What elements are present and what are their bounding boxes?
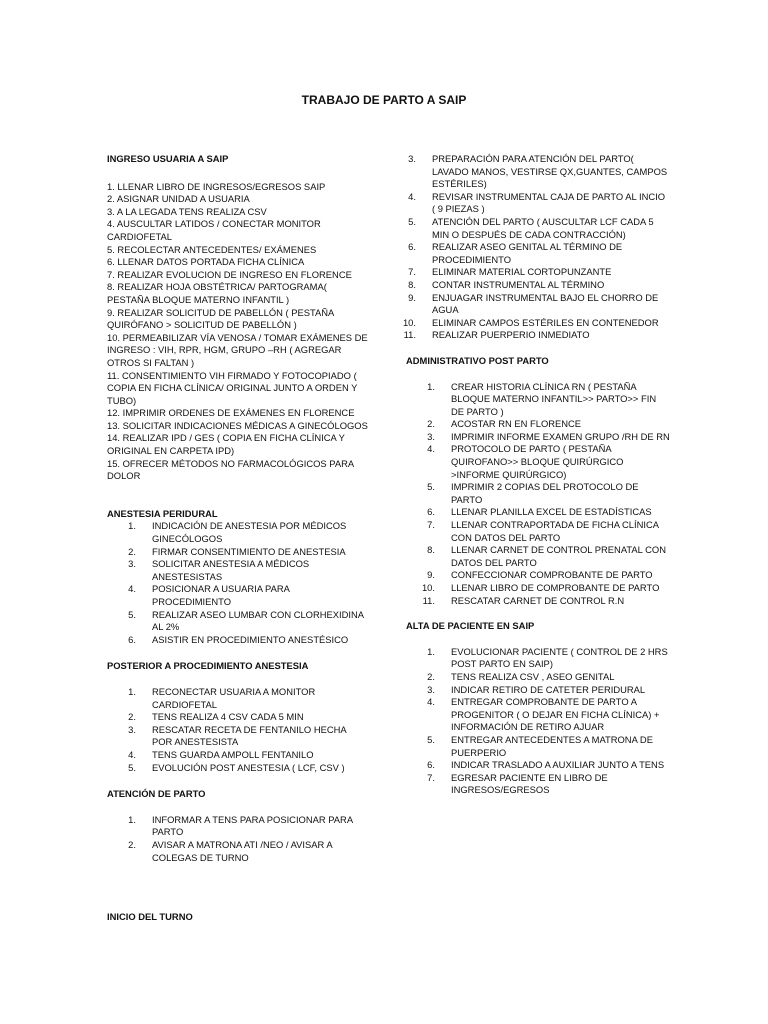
list-item	[406, 595, 670, 608]
list-item	[387, 279, 670, 292]
item-number: 9.	[408, 291, 416, 303]
alta-list	[406, 646, 670, 797]
list-item	[107, 749, 369, 762]
item-number: 5.	[427, 481, 435, 493]
list-item	[107, 724, 369, 749]
item-text: PROTOCOLO DE PARTO ( PESTAÑA QUIROFANO>> BLOQUE QUIRÚRGICO >INFORME QUIRÚRGICO)	[451, 443, 624, 480]
list-item	[107, 634, 369, 647]
item-text: REALIZAR ASEO LUMBAR CON CLORHEXIDINA AL 2%	[152, 608, 364, 633]
item-text: INDICAR RETIRO DE CATETER PERIDURAL	[451, 683, 646, 695]
item-text: ASISTIR EN PROCEDIMIENTO ANESTÉSICO	[152, 633, 349, 645]
left-column	[107, 153, 369, 864]
list-item	[406, 696, 670, 734]
page-title: TRABAJO DE PARTO A SAIP	[301, 93, 467, 107]
item-text: ACOSTAR RN EN FLORENCE	[451, 418, 582, 430]
item-text: POSICIONAR A USUARIA PARA PROCEDIMIENTO	[152, 583, 290, 607]
item-number: 3.	[408, 153, 416, 164]
item-text: IMPRIMIR INFORME EXAMEN GRUPO /RH DE RN	[451, 430, 670, 442]
item-number: 11.	[403, 329, 416, 341]
list-item	[387, 266, 670, 279]
item-text: TENS REALIZA CSV , ASEO GENITAL	[451, 670, 615, 682]
list-item	[406, 759, 670, 772]
item-number: 1.	[128, 813, 136, 825]
anestesia-list	[107, 520, 369, 646]
list-item	[406, 443, 670, 481]
item-text: ENTREGAR ANTECEDENTES A MATRONA DE PUERPERIO	[451, 733, 653, 758]
list-item: 10. PERMEABILIZAR VÍA VENOSA / TOMAR EXÁMENES DE INGRESO : VIH, RPR, HGM, GRUPO –RH ( AGREGAR OTROS SI FALTAN )	[107, 331, 368, 368]
item-number: 4.	[128, 583, 136, 595]
item-text: LLENAR CARNET DE CONTROL PRENATAL CON DATOS DEL PARTO	[451, 544, 666, 568]
item-number: 7.	[427, 519, 435, 531]
section-heading-alta: ALTA DE PACIENTE EN SAIP	[406, 620, 535, 632]
item-text: REALIZAR ASEO GENITAL AL TÉRMINO DE PROCEDIMIENTO	[432, 241, 623, 265]
list-item	[387, 241, 670, 266]
list-item	[387, 329, 670, 342]
item-number: 4.	[427, 443, 435, 455]
item-text: IMPRIMIR 2 COPIAS DEL PROTOCOLO DE PARTO	[451, 481, 639, 505]
list-item	[406, 684, 670, 697]
list-item: 14. REALIZAR IPD / GES ( COPIA EN FICHA CLÍNICA Y ORIGINAL EN CARPETA IPD)	[107, 432, 345, 457]
list-item	[406, 671, 670, 684]
list-item: 3. A LA LEGADA TENS REALIZA CSV	[107, 205, 267, 217]
administrativo-list	[406, 381, 670, 608]
item-text: LLENAR LIBRO DE COMPROBANTE DE PARTO	[451, 582, 660, 593]
list-item: 5. RECOLECTAR ANTECEDENTES/ EXÁMENES	[107, 243, 317, 255]
list-item: 8. REALIZAR HOJA OBSTÉTRICA/ PARTOGRAMA( PESTAÑA BLOQUE MATERNO INFANTIL )	[107, 281, 327, 305]
list-item	[406, 734, 670, 759]
item-number: 5.	[427, 733, 435, 745]
list-item	[387, 292, 670, 317]
item-text: ATENCIÓN DEL PARTO ( AUSCULTAR LCF CADA 5 MIN O DESPUÉS DE CADA CONTRACCIÓN)	[432, 215, 654, 240]
item-number: 9.	[427, 569, 435, 581]
item-text: INDICAR TRASLADO A AUXILIAR JUNTO A TENS	[451, 759, 665, 771]
list-item: 2. ASIGNAR UNIDAD A USUARIA	[107, 193, 250, 205]
item-text: SOLICITAR ANESTESIA A MÉDICOS ANESTESISTAS	[152, 558, 310, 582]
item-number: 10.	[402, 316, 416, 328]
section-heading-ingreso: INGRESO USUARIA A SAIP	[107, 153, 229, 164]
list-item	[107, 583, 369, 608]
list-item	[406, 569, 670, 582]
section-heading-administrativo: ADMINISTRATIVO POST PARTO	[406, 354, 549, 366]
list-item	[107, 839, 369, 864]
item-number: 2.	[128, 838, 136, 850]
right-column	[402, 153, 670, 797]
ingreso-list	[107, 181, 369, 483]
section-heading-atencion: ATENCIÓN DE PARTO	[107, 788, 206, 800]
item-text: TENS GUARDA AMPOLL FENTANILO	[152, 748, 314, 760]
list-item	[406, 772, 670, 797]
item-text: CREAR HISTORIA CLÍNICA RN ( PESTAÑA BLOQUE MATERNO INFANTIL>> PARTO>> FIN DE PARTO )	[451, 380, 657, 417]
item-number: 4.	[427, 696, 435, 708]
item-number: 7.	[408, 266, 416, 278]
item-number: 3.	[128, 558, 136, 570]
item-text: RESCATAR RECETA DE FENTANILO HECHA POR ANESTESISTA	[152, 723, 347, 748]
atencion-list	[107, 814, 369, 864]
list-item: 15. OFRECER MÉTODOS NO FARMACOLÓGICOS PARA DOLOR	[107, 457, 354, 482]
list-item	[107, 711, 369, 724]
posterior-list	[107, 686, 369, 774]
footer-heading: INICIO DEL TURNO	[107, 911, 193, 922]
item-number: 8.	[427, 544, 435, 556]
list-item	[107, 520, 369, 545]
list-item	[406, 519, 670, 544]
item-text: TENS REALIZA 4 CSV CADA 5 MIN	[152, 711, 304, 723]
item-number: 3.	[427, 430, 435, 442]
item-text: INFORMAR A TENS PARA POSICIONAR PARA PARTO	[152, 813, 353, 838]
list-item	[406, 506, 670, 519]
item-number: 6.	[427, 506, 435, 518]
item-number: 3.	[128, 723, 136, 735]
item-text: ENJUAGAR INSTRUMENTAL BAJO EL CHORRO DE AGUA	[432, 291, 659, 316]
item-text: RECONECTAR USUARIA A MONITOR CARDIOFETAL	[152, 685, 316, 710]
list-item	[387, 317, 670, 330]
item-text: EVOLUCIÓN POST ANESTESIA ( LCF, CSV )	[152, 761, 345, 773]
item-text: RESCATAR CARNET DE CONTROL R.N	[451, 594, 625, 606]
list-item	[387, 153, 670, 191]
item-text: INDICACIÓN DE ANESTESIA POR MÉDICOS GINECÓLOGOS	[152, 520, 347, 545]
item-text: AVISAR A MATRONA ATI /NEO / AVISAR A COLEGAS DE TURNO	[152, 838, 333, 863]
item-text: ELIMINAR CAMPOS ESTÉRILES EN CONTENEDOR	[432, 316, 659, 328]
list-item	[107, 814, 369, 839]
list-item	[406, 582, 670, 595]
item-number: 4.	[128, 748, 136, 760]
list-item	[406, 646, 670, 671]
item-text: CONTAR INSTRUMENTAL AL TÉRMINO	[432, 278, 605, 290]
item-number: 11.	[422, 594, 435, 606]
list-item: 9. REALIZAR SOLICITUD DE PABELLÓN ( PESTAÑA QUIRÓFANO > SOLICITUD DE PABELLÓN )	[107, 306, 334, 331]
section-heading-posterior: POSTERIOR A PROCEDIMIENTO ANESTESIA	[107, 660, 309, 672]
item-number: 1.	[427, 645, 435, 657]
list-item: 1. LLENAR LIBRO DE INGRESOS/EGRESOS SAIP	[107, 180, 326, 192]
item-number: 2.	[427, 670, 435, 682]
list-item	[107, 546, 369, 559]
item-number: 3.	[427, 683, 435, 695]
item-number: 1.	[427, 380, 435, 392]
item-number: 4.	[408, 190, 416, 202]
list-item	[387, 216, 670, 241]
item-number: 6.	[408, 241, 416, 253]
item-number: 2.	[427, 418, 435, 430]
atencion-list-continued	[387, 153, 670, 342]
list-item	[406, 418, 670, 431]
list-item	[107, 558, 369, 583]
list-item	[107, 686, 369, 711]
section-heading-anestesia: ANESTESIA PERIDURAL	[107, 507, 218, 519]
item-number: 10.	[421, 582, 435, 593]
item-number: 2.	[128, 711, 136, 723]
item-text: ELIMINAR MATERIAL CORTOPUNZANTE	[432, 266, 612, 278]
list-item	[406, 431, 670, 444]
list-item: 6. LLENAR DATOS PORTADA FICHA CLÍNICA	[107, 256, 305, 268]
list-item: 7. REALIZAR EVOLUCION DE INGRESO EN FLORENCE	[107, 268, 352, 280]
item-number: 8.	[408, 278, 416, 290]
item-number: 1.	[128, 520, 136, 532]
list-item: 4. AUSCULTAR LATIDOS / CONECTAR MONITOR CARDIOFETAL	[107, 218, 321, 242]
item-number: 5.	[128, 761, 136, 773]
item-text: LLENAR CONTRAPORTADA DE FICHA CLÍNICA CON DATOS DEL PARTO	[451, 519, 659, 543]
list-item	[387, 191, 670, 216]
list-item: 11. CONSENTIMIENTO VIH FIRMADO Y FOTOCOPIADO ( COPIA EN FICHA CLÍNICA/ ORIGINAL JUNTO A ORDEN Y TUBO)	[107, 369, 358, 406]
item-number: 5.	[128, 608, 136, 620]
item-text: REVISAR INSTRUMENTAL CAJA DE PARTO AL INCIO ( 9 PIEZAS )	[432, 190, 666, 215]
item-number: 7.	[427, 771, 435, 783]
list-item	[107, 609, 369, 634]
list-item	[406, 544, 670, 569]
list-item	[406, 481, 670, 506]
item-number: 5.	[408, 215, 416, 227]
item-number: 2.	[128, 545, 136, 557]
item-text: FIRMAR CONSENTIMIENTO DE ANESTESIA	[152, 545, 346, 557]
item-text: PREPARACIÓN PARA ATENCIÓN DEL PARTO( LAVADO MANOS, VESTIRSE QX,GUANTES, CAMPOS ESTÉRILES)	[432, 153, 668, 190]
item-number: 6.	[128, 633, 136, 645]
item-text: EVOLUCIONAR PACIENTE ( CONTROL DE 2 HRS POST PARTO EN SAIP)	[451, 645, 668, 670]
item-text: CONFECCIONAR COMPROBANTE DE PARTO	[451, 569, 653, 581]
list-item	[107, 762, 369, 775]
item-number: 1.	[128, 685, 136, 697]
item-text: REALIZAR PUERPERIO INMEDIATO	[432, 329, 590, 341]
item-text: LLENAR PLANILLA EXCEL DE ESTADÍSTICAS	[451, 506, 652, 518]
list-item: 13. SOLICITAR INDICACIONES MÉDICAS A GINECÓLOGOS	[107, 419, 368, 431]
item-number: 6.	[427, 759, 435, 771]
item-text: ENTREGAR COMPROBANTE DE PARTO A PROGENITOR ( O DEJAR EN FICHA CLÍNICA) + INFORMACIÓN DE RETIRO AJUAR	[451, 696, 660, 733]
item-text: EGRESAR PACIENTE EN LIBRO DE INGRESOS/EGRESOS	[451, 771, 608, 796]
list-item: 12. IMPRIMIR ORDENES DE EXÁMENES EN FLORENCE	[107, 407, 355, 419]
list-item	[406, 381, 670, 419]
